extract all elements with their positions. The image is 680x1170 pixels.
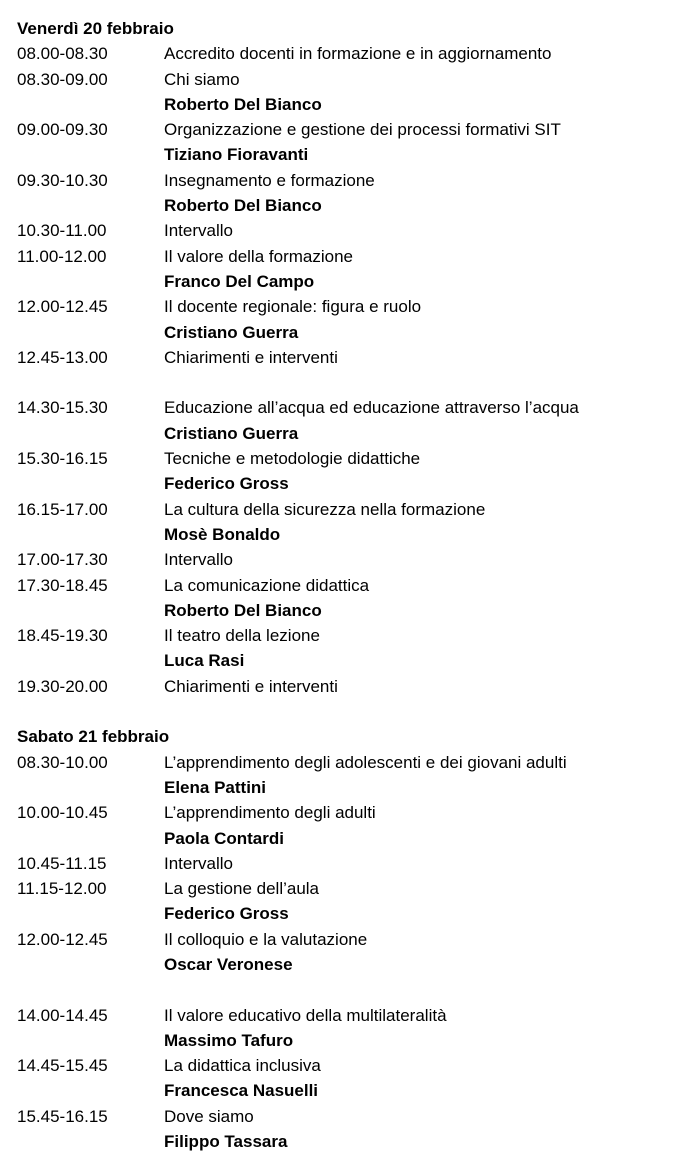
session-topic: La cultura della sicurezza nella formazione	[164, 499, 486, 519]
speaker-name: Federico Gross	[164, 474, 289, 494]
speaker-row	[0, 598, 680, 623]
time-slot: 17.00-17.30	[17, 550, 108, 570]
session-topic: Il teatro della lezione	[164, 626, 320, 646]
session-topic: Chiarimenti e interventi	[164, 347, 338, 367]
schedule-row	[0, 547, 680, 572]
speaker-row	[0, 1078, 680, 1103]
schedule-row	[0, 67, 680, 92]
schedule-row	[0, 1053, 680, 1078]
schedule-row	[0, 117, 680, 142]
session-topic: Chi siamo	[164, 69, 240, 89]
time-slot: 10.45-11.15	[17, 853, 107, 873]
speaker-name: Roberto Del Bianco	[164, 600, 322, 620]
speaker-name: Franco Del Campo	[164, 271, 315, 291]
time-slot: 11.00-12.00	[17, 246, 107, 266]
time-slot: 08.30-10.00	[17, 752, 108, 772]
section-gap	[0, 977, 680, 1002]
schedule-row	[0, 168, 680, 193]
schedule-row	[0, 497, 680, 522]
schedule-row	[0, 41, 680, 66]
time-slot: 12.45-13.00	[17, 347, 108, 367]
session-topic: Intervallo	[164, 853, 233, 873]
session-topic: L’apprendimento degli adolescenti e dei giovani adulti	[164, 752, 567, 772]
schedule-row	[0, 294, 680, 319]
time-slot: 15.30-16.15	[17, 449, 108, 469]
schedule-row	[0, 395, 680, 420]
session-topic: Insegnamento e formazione	[164, 170, 375, 190]
time-slot: 19.30-20.00	[17, 676, 108, 696]
speaker-row	[0, 1129, 680, 1154]
time-slot: 14.45-15.45	[17, 1056, 108, 1076]
speaker-name: Oscar Veronese	[164, 954, 293, 974]
session-topic: Il valore della formazione	[164, 246, 353, 266]
speaker-name: Tiziano Fioravanti	[164, 145, 309, 165]
schedule-row	[0, 927, 680, 952]
time-slot: 10.00-10.45	[17, 803, 108, 823]
session-topic: Tecniche e metodologie didattiche	[164, 449, 421, 469]
speaker-row	[0, 648, 680, 673]
session-topic: Dove siamo	[164, 1106, 254, 1126]
session-topic: Intervallo	[164, 221, 233, 241]
schedule-row	[0, 218, 680, 243]
speaker-name: Cristiano Guerra	[164, 423, 299, 443]
session-topic: Il colloquio e la valutazione	[164, 929, 368, 949]
section-gap	[0, 699, 680, 724]
day-section	[0, 16, 680, 724]
speaker-name: Federico Gross	[164, 904, 289, 924]
speaker-row	[0, 1028, 680, 1053]
section-gap	[0, 370, 680, 395]
time-slot: 11.15-12.00	[17, 879, 107, 899]
schedule-row	[0, 800, 680, 825]
time-slot: 17.30-18.45	[17, 575, 108, 595]
time-slot: 09.00-09.30	[17, 120, 108, 140]
time-slot: 16.15-17.00	[17, 499, 108, 519]
time-slot: 12.00-12.45	[17, 929, 108, 949]
session-topic: Accredito docenti in formazione e in aggiornamento	[164, 44, 552, 64]
speaker-row	[0, 952, 680, 977]
session-topic: La didattica inclusiva	[164, 1056, 321, 1076]
speaker-name: Massimo Tafuro	[164, 1030, 294, 1050]
time-slot: 14.00-14.45	[17, 1005, 108, 1025]
speaker-row	[0, 92, 680, 117]
schedule-row	[0, 674, 680, 699]
speaker-name: Filippo Tassara	[164, 1132, 288, 1152]
schedule-row	[0, 244, 680, 269]
speaker-row	[0, 522, 680, 547]
schedule-row	[0, 345, 680, 370]
schedule-row	[0, 573, 680, 598]
session-topic: Educazione all’acqua ed educazione attraverso l’acqua	[164, 398, 579, 418]
day-section	[0, 724, 680, 1154]
day-title-line	[0, 16, 680, 41]
speaker-row	[0, 269, 680, 294]
time-slot: 08.30-09.00	[17, 69, 108, 89]
session-topic: La comunicazione didattica	[164, 575, 370, 595]
session-topic: Organizzazione e gestione dei processi formativi SIT	[164, 120, 561, 140]
session-topic: Chiarimenti e interventi	[164, 676, 338, 696]
session-topic: L’apprendimento degli adulti	[164, 803, 376, 823]
session-topic: Il docente regionale: figura e ruolo	[164, 297, 422, 317]
day-title-line	[0, 724, 680, 749]
session-topic: La gestione dell’aula	[164, 879, 320, 899]
time-slot: 18.45-19.30	[17, 626, 108, 646]
schedule-row	[0, 1003, 680, 1028]
speaker-name: Luca Rasi	[164, 651, 245, 671]
schedule-row	[0, 623, 680, 648]
schedule-row	[0, 851, 680, 876]
speaker-name: Roberto Del Bianco	[164, 94, 322, 114]
speaker-name: Roberto Del Bianco	[164, 196, 322, 216]
schedule-row	[0, 876, 680, 901]
speaker-name: Paola Contardi	[164, 828, 284, 848]
session-topic: Il valore educativo della multilateralità	[164, 1005, 447, 1025]
speaker-name: Cristiano Guerra	[164, 322, 299, 342]
time-slot: 14.30-15.30	[17, 398, 108, 418]
time-slot: 15.45-16.15	[17, 1106, 108, 1126]
session-topic: Intervallo	[164, 550, 233, 570]
time-slot: 08.00-08.30	[17, 44, 108, 64]
speaker-name: Francesca Nasuelli	[164, 1081, 319, 1101]
schedule-row	[0, 446, 680, 471]
schedule-row	[0, 1104, 680, 1129]
speaker-row	[0, 421, 680, 446]
day-title: Sabato 21 febbraio	[17, 727, 170, 747]
speaker-name: Elena Pattini	[164, 777, 267, 797]
speaker-row	[0, 471, 680, 496]
speaker-row	[0, 193, 680, 218]
speaker-row	[0, 826, 680, 851]
time-slot: 10.30-11.00	[17, 221, 107, 241]
time-slot: 09.30-10.30	[17, 170, 108, 190]
speaker-row	[0, 320, 680, 345]
schedule-row	[0, 750, 680, 775]
time-slot: 12.00-12.45	[17, 297, 108, 317]
day-title: Venerdì 20 febbraio	[17, 19, 174, 38]
speaker-row	[0, 775, 680, 800]
speaker-row	[0, 901, 680, 926]
speaker-name: Mosè Bonaldo	[164, 524, 281, 544]
speaker-row	[0, 142, 680, 167]
